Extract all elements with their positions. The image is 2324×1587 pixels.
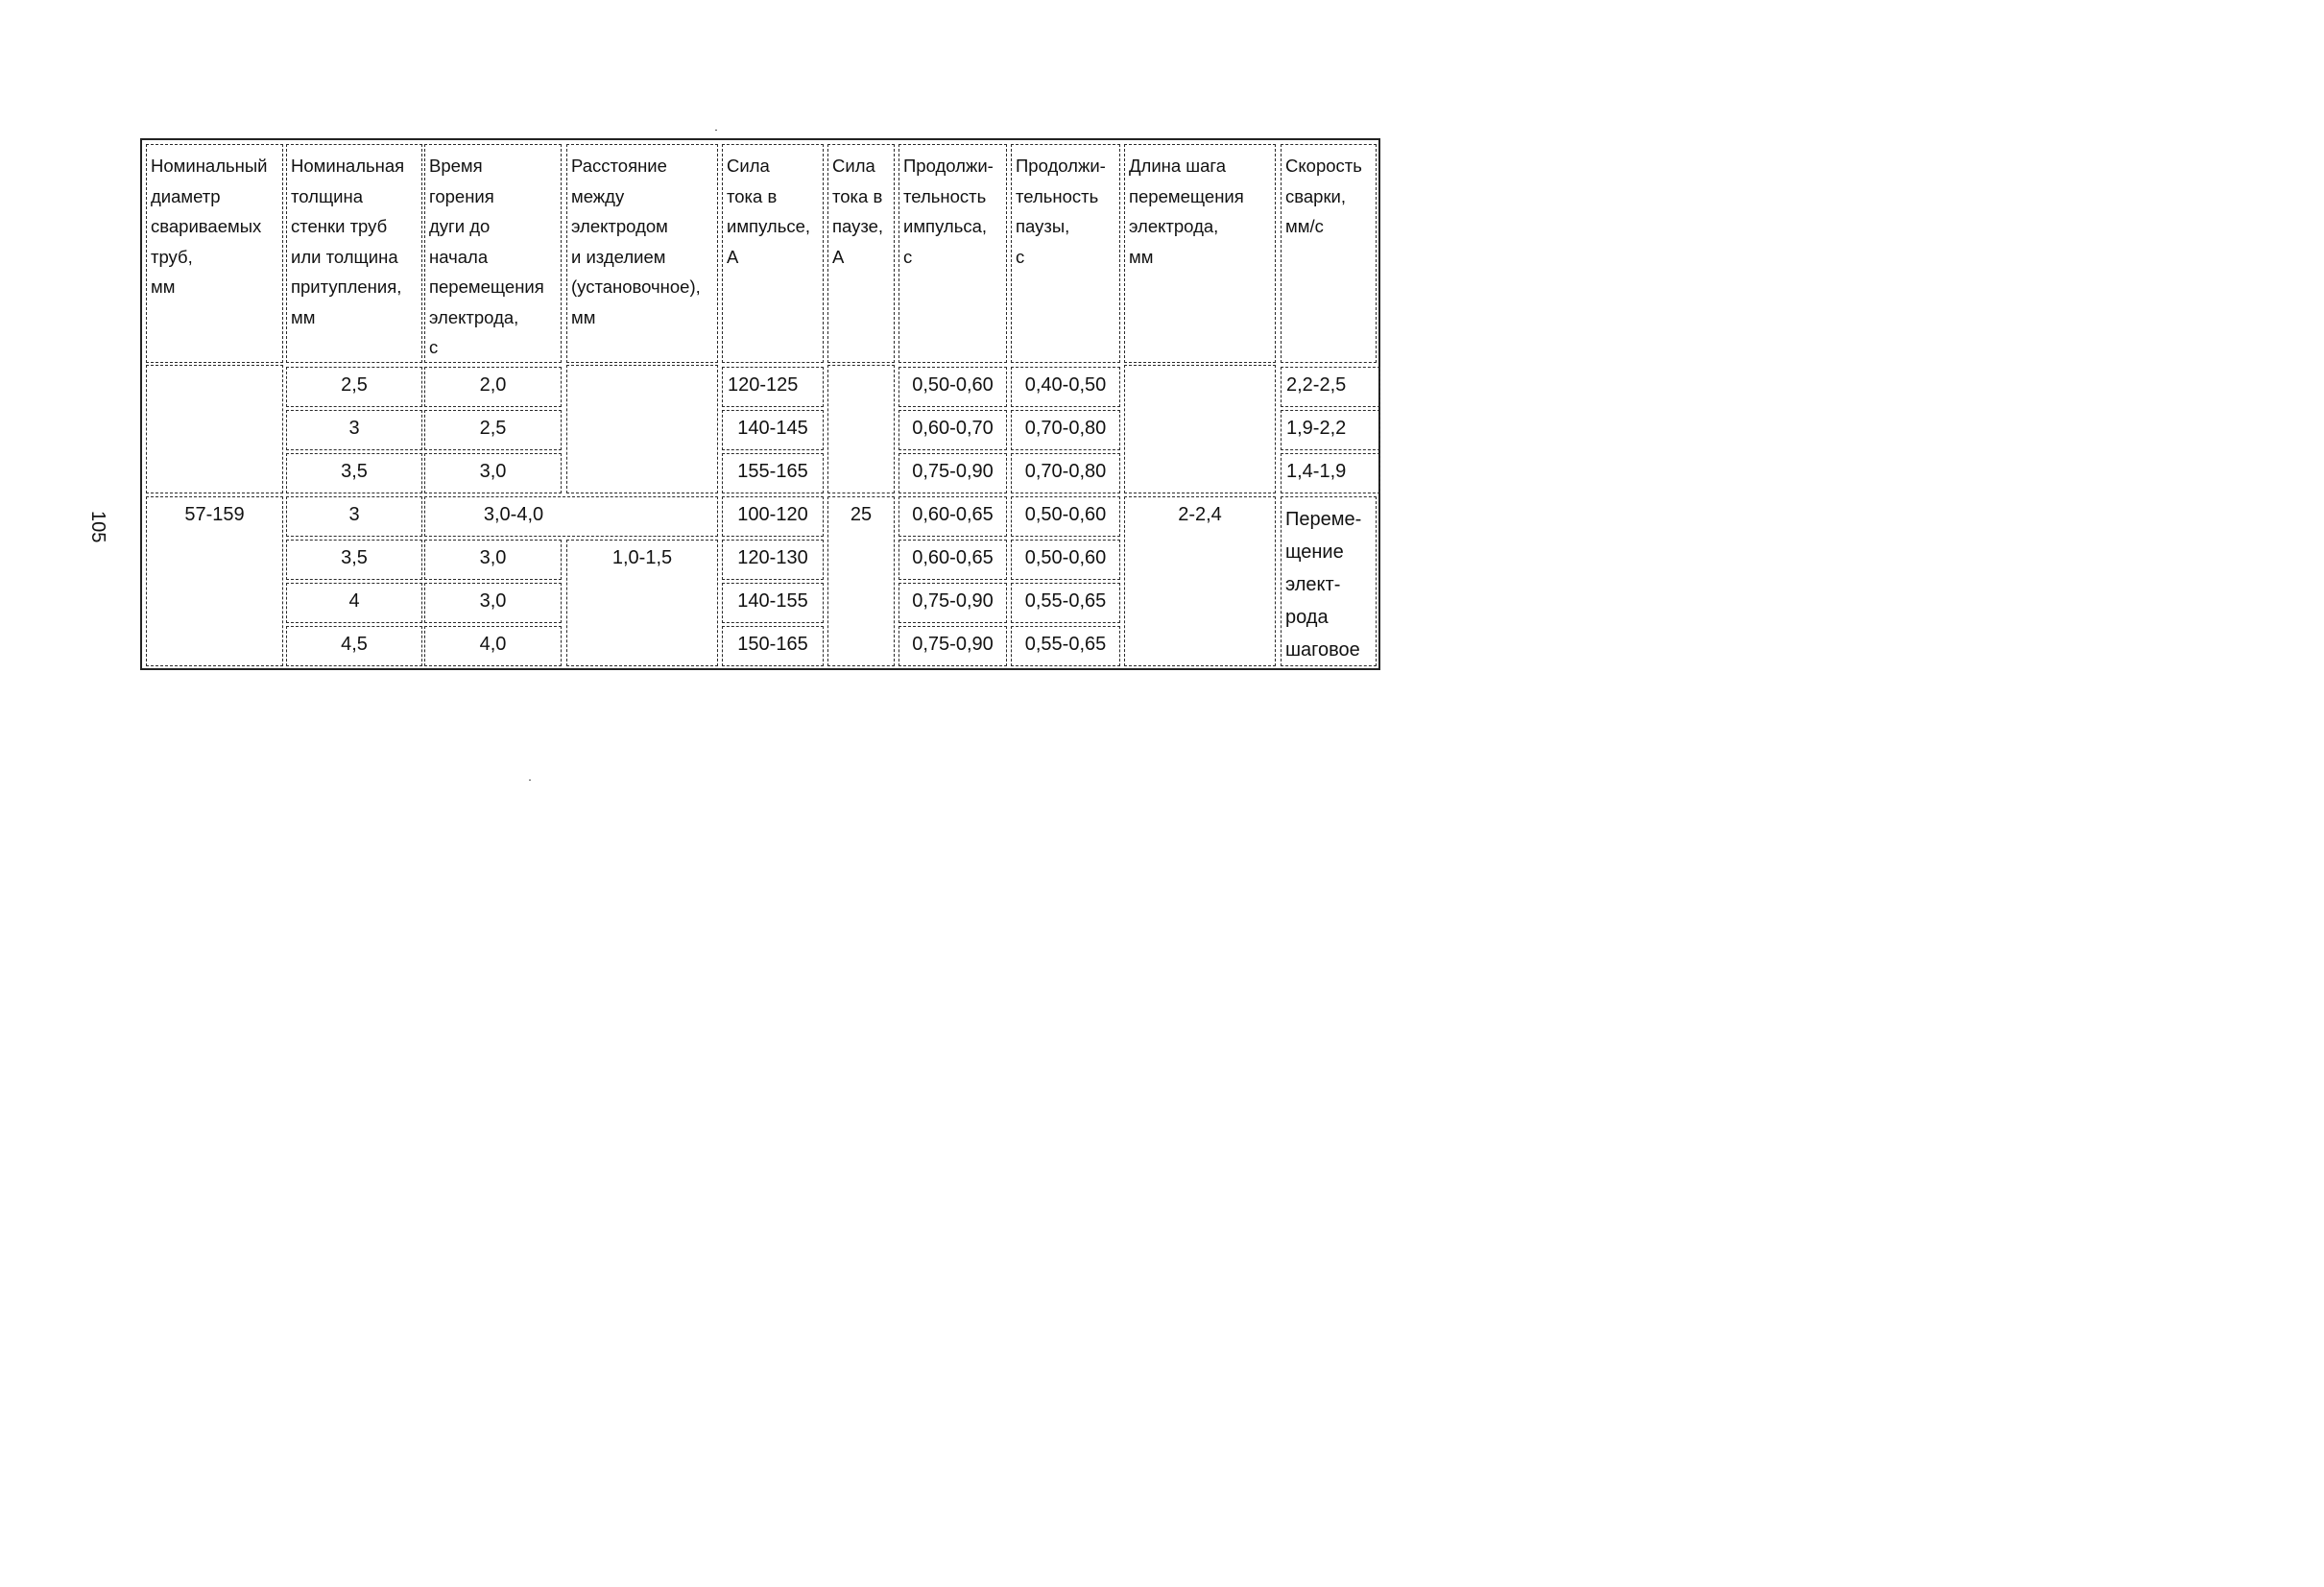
cell-text: 0,75-0,90 xyxy=(912,461,994,482)
g2-row3-pulse-current xyxy=(722,583,824,623)
g1-row3-pulse-duration xyxy=(898,453,1007,493)
cell-text: 0,70-0,80 xyxy=(1024,461,1107,482)
g1-row1-arc-time xyxy=(424,367,562,407)
g2-row1-pulse-current xyxy=(722,496,824,537)
g1-row2-pulse-current xyxy=(722,410,824,450)
cell-text: 140-155 xyxy=(737,590,808,612)
cell-text: 25 xyxy=(850,504,873,525)
g2-row3-pulse-duration xyxy=(898,583,1007,623)
header-pulse-current-text: Сила тока в импульсе, А xyxy=(727,156,811,267)
cell-text: 0,55-0,65 xyxy=(1024,634,1107,655)
g1-row3-arc-time xyxy=(424,453,562,493)
header-pause-current-text: Сила тока в паузе, А xyxy=(832,156,884,267)
scan-speck xyxy=(529,780,531,781)
cell-text: 0,75-0,90 xyxy=(912,590,994,612)
g1-row1-thickness xyxy=(286,367,422,407)
cell-text: 0,60-0,65 xyxy=(912,504,994,525)
header-thickness xyxy=(286,144,422,363)
g1-row2-arc-time xyxy=(424,410,562,450)
g1-row1-pulse-duration xyxy=(898,367,1007,407)
cell-text: 3 xyxy=(348,418,360,439)
g1-row3-pulse-current xyxy=(722,453,824,493)
group2-speed-note-cell xyxy=(1281,496,1377,666)
header-pause-duration xyxy=(1011,144,1120,363)
g1-row3-speed xyxy=(1281,453,1380,493)
group1-step-length-cell xyxy=(1124,365,1276,493)
g2-row1-pause-duration xyxy=(1011,496,1120,537)
cell-text: 4,5 xyxy=(341,634,368,655)
header-arc-time xyxy=(424,144,562,363)
g2-row2-arc-time xyxy=(424,540,562,580)
g2-row2-pulse-duration xyxy=(898,540,1007,580)
header-pause-duration-text: Продолжи- тельность паузы, с xyxy=(1016,156,1106,267)
cell-text: Переме- щение элект- рода шаговое xyxy=(1285,509,1362,661)
page-number: 105 xyxy=(87,511,108,543)
group2-electrode-distance-cell xyxy=(566,540,718,666)
cell-text: 155-165 xyxy=(737,461,808,482)
cell-text: 0,70-0,80 xyxy=(1024,418,1107,439)
g1-row3-thickness xyxy=(286,453,422,493)
cell-text: 0,55-0,65 xyxy=(1024,590,1107,612)
header-diameter xyxy=(146,144,283,363)
g2-row2-pause-duration xyxy=(1011,540,1120,580)
cell-text: 2,5 xyxy=(479,418,507,439)
group2-diameter-cell xyxy=(146,496,283,666)
header-pulse-current xyxy=(722,144,824,363)
g2-row4-pulse-duration xyxy=(898,626,1007,666)
cell-text: 2-2,4 xyxy=(1178,504,1222,525)
cell-text: 0,40-0,50 xyxy=(1024,374,1107,396)
cell-text: 150-165 xyxy=(737,634,808,655)
cell-text: 57-159 xyxy=(184,504,245,525)
header-electrode-distance-text: Расстояние между электродом и изделием (установочное), мм xyxy=(571,156,701,327)
g1-row3-pause-duration xyxy=(1011,453,1120,493)
cell-text: 0,60-0,70 xyxy=(912,418,994,439)
cell-text: 120-130 xyxy=(737,547,808,568)
header-electrode-distance xyxy=(566,144,718,363)
group2-step-length-cell xyxy=(1124,496,1276,666)
cell-text: 2,5 xyxy=(341,374,368,396)
g2-row4-pause-duration xyxy=(1011,626,1120,666)
group2-pause-current-cell xyxy=(827,496,895,666)
cell-text: 0,50-0,60 xyxy=(1024,547,1107,568)
cell-text: 3,5 xyxy=(341,461,368,482)
cell-text: 3,0 xyxy=(479,547,507,568)
header-diameter-text: Номинальный диаметр свариваемых труб, мм xyxy=(151,156,268,297)
header-arc-time-text: Время горения дуги до начала перемещения электрода, с xyxy=(429,156,544,357)
g2-row3-arc-time xyxy=(424,583,562,623)
cell-text: 3 xyxy=(348,504,360,525)
g1-row2-pause-duration xyxy=(1011,410,1120,450)
header-thickness-text: Номинальная толщина стенки труб или толщина притупления, мм xyxy=(291,156,405,327)
cell-text: 0,75-0,90 xyxy=(912,634,994,655)
cell-text: 3,0 xyxy=(479,461,507,482)
scan-speck xyxy=(715,130,717,131)
cell-text: 2,0 xyxy=(479,374,507,396)
g1-row2-pulse-duration xyxy=(898,410,1007,450)
g1-row1-pulse-current xyxy=(722,367,824,407)
cell-text: 1,0-1,5 xyxy=(611,547,673,568)
header-pulse-duration xyxy=(898,144,1007,363)
g1-row1-pause-duration xyxy=(1011,367,1120,407)
cell-text: 140-145 xyxy=(737,418,808,439)
header-step-length-text: Длина шага перемещения электрода, мм xyxy=(1129,156,1244,267)
g2-row4-arc-time xyxy=(424,626,562,666)
group1-pause-current-cell xyxy=(827,365,895,493)
cell-text: 1,9-2,2 xyxy=(1286,418,1347,439)
cell-text: 0,60-0,65 xyxy=(912,547,994,568)
g2-row3-thickness xyxy=(286,583,422,623)
g1-row2-speed xyxy=(1281,410,1380,450)
cell-text: 0,50-0,60 xyxy=(1024,504,1107,525)
header-speed xyxy=(1281,144,1377,363)
group1-electrode-distance-cell xyxy=(566,365,718,493)
g2-row3-pause-duration xyxy=(1011,583,1120,623)
g2-row1-arc-time xyxy=(424,496,718,537)
g1-row1-speed xyxy=(1281,367,1380,407)
welding-parameters-table xyxy=(140,138,1380,670)
g2-row2-thickness xyxy=(286,540,422,580)
cell-text: 3,0-4,0 xyxy=(483,504,544,525)
cell-text: 0,50-0,60 xyxy=(912,374,994,396)
header-pause-current xyxy=(827,144,895,363)
g2-row4-thickness xyxy=(286,626,422,666)
cell-text: 4,0 xyxy=(479,634,507,655)
group1-diameter-cell xyxy=(146,365,283,493)
document-page xyxy=(0,0,1491,1019)
g2-row1-pulse-duration xyxy=(898,496,1007,537)
g2-row4-pulse-current xyxy=(722,626,824,666)
g2-row2-pulse-current xyxy=(722,540,824,580)
cell-text: 3,5 xyxy=(341,547,368,568)
cell-text: 100-120 xyxy=(737,504,808,525)
header-speed-text: Скорость сварки, мм/с xyxy=(1285,156,1362,236)
cell-text: 1,4-1,9 xyxy=(1286,461,1347,482)
cell-text: 3,0 xyxy=(479,590,507,612)
g2-row1-thickness xyxy=(286,496,422,537)
g1-row2-thickness xyxy=(286,410,422,450)
header-pulse-duration-text: Продолжи- тельность импульса, с xyxy=(903,156,994,267)
header-step-length xyxy=(1124,144,1276,363)
cell-text: 2,2-2,5 xyxy=(1286,374,1347,396)
cell-text: 120-125 xyxy=(728,374,799,396)
cell-text: 4 xyxy=(348,590,360,612)
